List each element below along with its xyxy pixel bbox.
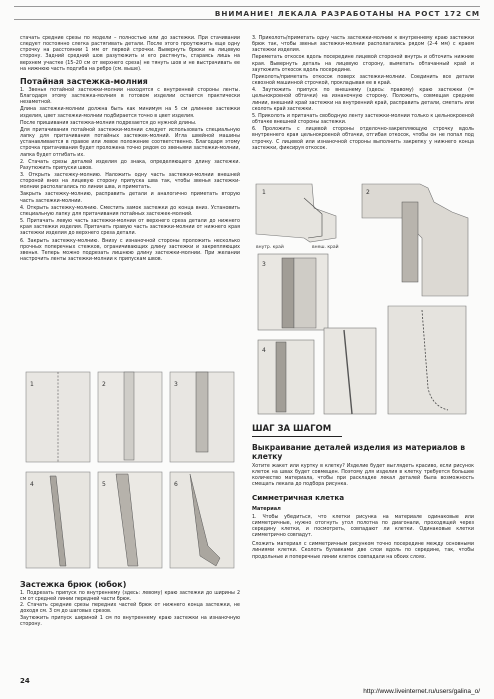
fig-label-r2: 2	[366, 189, 370, 196]
fig-label-r3: 3	[262, 261, 266, 268]
paragraph: 6. Проложить с лицевой стороны отделочно-закрепляющую строчку вдоль внутреннего края цельнокроеной обтачки, отгибая откосок, чтобы он не попал под строчку. С лицевой или изнаночной стороны выполнить закрепку у нижнего конца застежки, фиксируя откосок.	[252, 127, 474, 151]
intro-paragraph: стачать средние срезы по модели – полностью или до застежки. При стачивании следует постоянно слегка растягивать детали. После этого проутюжить еще одну строчку на расстоянии 1 мм от первой строчки. Вывернуть брюки на лицевую сторону. Задний средний шов разутюжить и его растянуть, стараясь лишь на верхнем участке (15–20 см от верхнего среза) не тянуть шов и не выстрачивать ее на нижнюю часть подгиба на ребро (см. выше).	[20, 36, 240, 72]
symmetric-check-title: Симметричная клетка	[252, 492, 345, 502]
paragraph: 2. Стачать средние срезы передних частей брюк от нижнего конца застежки, не доходя см. 3 см до шаговых срезов.	[20, 603, 240, 615]
paragraph: 1. Чтобы убедиться, что клетки рисунка на материале одинаковые или симметричные, нужно отогнуть угол полотна по диагонали, проходящей через середину клетки, и посмотреть, совпадают ли клетки. Одинаковые клетки симметрично совпадут.	[252, 514, 474, 539]
fly-steps-illustration	[252, 178, 474, 418]
fig-label-6: 6	[174, 481, 178, 488]
paragraph: После пришивания застежка-молния подрезается до нужной длины.	[20, 120, 197, 126]
paragraph: 4. Открыть застежку-молнию. Сместить замок застежки до конца вниз. Установить специальную лапку для притачивания потайных застежек-молний.	[20, 205, 240, 217]
inner-edge-label: внутр. край	[256, 245, 284, 250]
step-by-step-subtitle: Выкраивание деталей изделия из материалов в клетку	[252, 443, 466, 461]
paragraph: 5. Приколоть и притачать свободную ленту застежки-молнии только к цельнокроеной обтачке внешней стороны застежки.	[252, 113, 474, 126]
page-header: ВНИМАНИЕ! ЛЕКАЛА РАЗРАБОТАНЫ НА РОСТ 172 СМ	[14, 6, 480, 20]
paragraph: Приколоть/приметать откосок поверх застежки-молнии. Соединить все детали сквозной машинной строчкой, прокладывая ее в край.	[252, 74, 474, 87]
paragraph: 1. Звенья потайной застежки-молнии находятся с внутренней стороны ленты. Благодаря этому застежка-молния в готовом изделии остается практически незаметной.	[20, 87, 240, 106]
paragraph: 6. Закрыть застежку-молнию. Внизу с изнаночной стороны проложить несколько прочных поперечных стежков, ограничивающих длину застежки и закрепляющих звенья. Теперь можно подрезать лишнюю длину застежки-молнии. При желании настрочить ленты застежки-молнии к припускам швов.	[20, 238, 240, 262]
paragraph: 3. Приколоть/приметать одну часть застежки-молнии к внутреннему краю застежки брюк так, чтобы звенья застежки-молнии располагались рядом (2–4 мм) с краем застежки изделия.	[252, 36, 474, 54]
paragraph: 4. Заутюжить припуск по внешнему (здесь: правому) краю застежки (= цельнокроеной обтачки) на изнаночную сторону. Положить, совмещая средние линии, внешний край застежки на внутренний край, расправить детали, сметать или сколоть край застежки.	[252, 88, 474, 112]
left-column	[20, 36, 240, 264]
fig-label-4: 4	[30, 481, 34, 488]
trouser-fly-section	[20, 580, 240, 628]
paragraph: Переметать откосок вдоль посередине лицевой стороной внутрь и обточить нижние края. Вывернуть деталь на лицевую сторону, выметать обтачанный край и заутюжить откосок вдоль посередине.	[252, 55, 474, 73]
paragraph: Для притачивания потайной застежки-молнии следует использовать специальную лапку для притачивания потайных застежек-молний. Игла швейной машины устанавливается в правое или левое положение соответственно. Благодаря этому строчка притачивания будет проложена точно рядом со звеньями застежки-молнии, лапка будет отгибать их.	[20, 127, 240, 158]
paragraph: Сложить материал с симметричным рисунком точно посередине между основными линиями клетки. Сколоть булавками две слои вдоль по середине, так, чтобы продольные и поперечные линии клеток совпадали на обоих слоях.	[252, 542, 474, 560]
paragraph: 5. Притачать левую часть застежки-молнии от верхнего среза детали до нижнего края застежки изделия. Притачать правую часть застежки-молнии от нижнего края застежки изделия до верхнего среза детали.	[20, 219, 240, 237]
paragraph: 1. Подрезать припуск по внутреннему (здесь: левому) краю застежки до ширины 2 см от средней линии передней части брюк.	[20, 591, 240, 603]
fig-label-1: 1	[30, 381, 34, 388]
paragraph: 3. Открыть застежку-молнию. Наложить одну часть застежки-молнии внешней стороной вниз на лицевую сторону припуска шва так, чтобы звенья застежки-молнии располагались по линии шва, и приметать.	[20, 172, 240, 191]
paragraph: Заутюжить припуск шириной 1 см по внутреннему краю застежки на изнаночную сторону.	[20, 615, 240, 627]
step-by-step-title: ШАГ ЗА ШАГОМ	[252, 424, 342, 437]
outer-edge-label: внеш. край	[312, 245, 339, 250]
paragraph: Хотите жакет или куртку в клетку? Изделие будет выглядеть красиво, если рисунок клеток на швах будет совмещен. Поэтому для изделия в клетку требуется большее количество материала, чтобы при раскладке лекал деталей была возможность смещать лекала до подбора рисунка.	[252, 464, 474, 488]
paragraph: Длина застежки-молнии должна быть как минимум на 5 см длиннее застежки изделия, цвет застежки-молнии подбирается точно в цвет изделия.	[20, 107, 240, 119]
fig-label-r4: 4	[262, 347, 266, 354]
right-column	[252, 36, 474, 153]
fig-label-2: 2	[102, 381, 106, 388]
paragraph: 2. Стачать срезы деталей изделия до знака, определяющего длину застежки. Разутюжить припуски швов.	[20, 159, 240, 171]
fig-label-3: 3	[174, 381, 178, 388]
watermark-url: http://www.liveinternet.ru/users/galina_o/	[363, 688, 480, 695]
fig-label-r1: 1	[262, 189, 266, 196]
page-number: 24	[20, 677, 30, 685]
zipper-steps-illustration	[20, 366, 240, 576]
material-label: Материал	[252, 505, 281, 512]
section-title-trouser-fly: Застежка брюк (юбок)	[20, 580, 127, 589]
fig-label-5: 5	[102, 481, 106, 488]
section-title-zipper: Потайная застежка-молния	[20, 76, 148, 86]
paragraph: Закрыть застежку-молнию, расправить детали и аналогично приметать вторую часть застежки-молнии.	[20, 192, 240, 204]
step-by-step-section	[252, 424, 474, 561]
